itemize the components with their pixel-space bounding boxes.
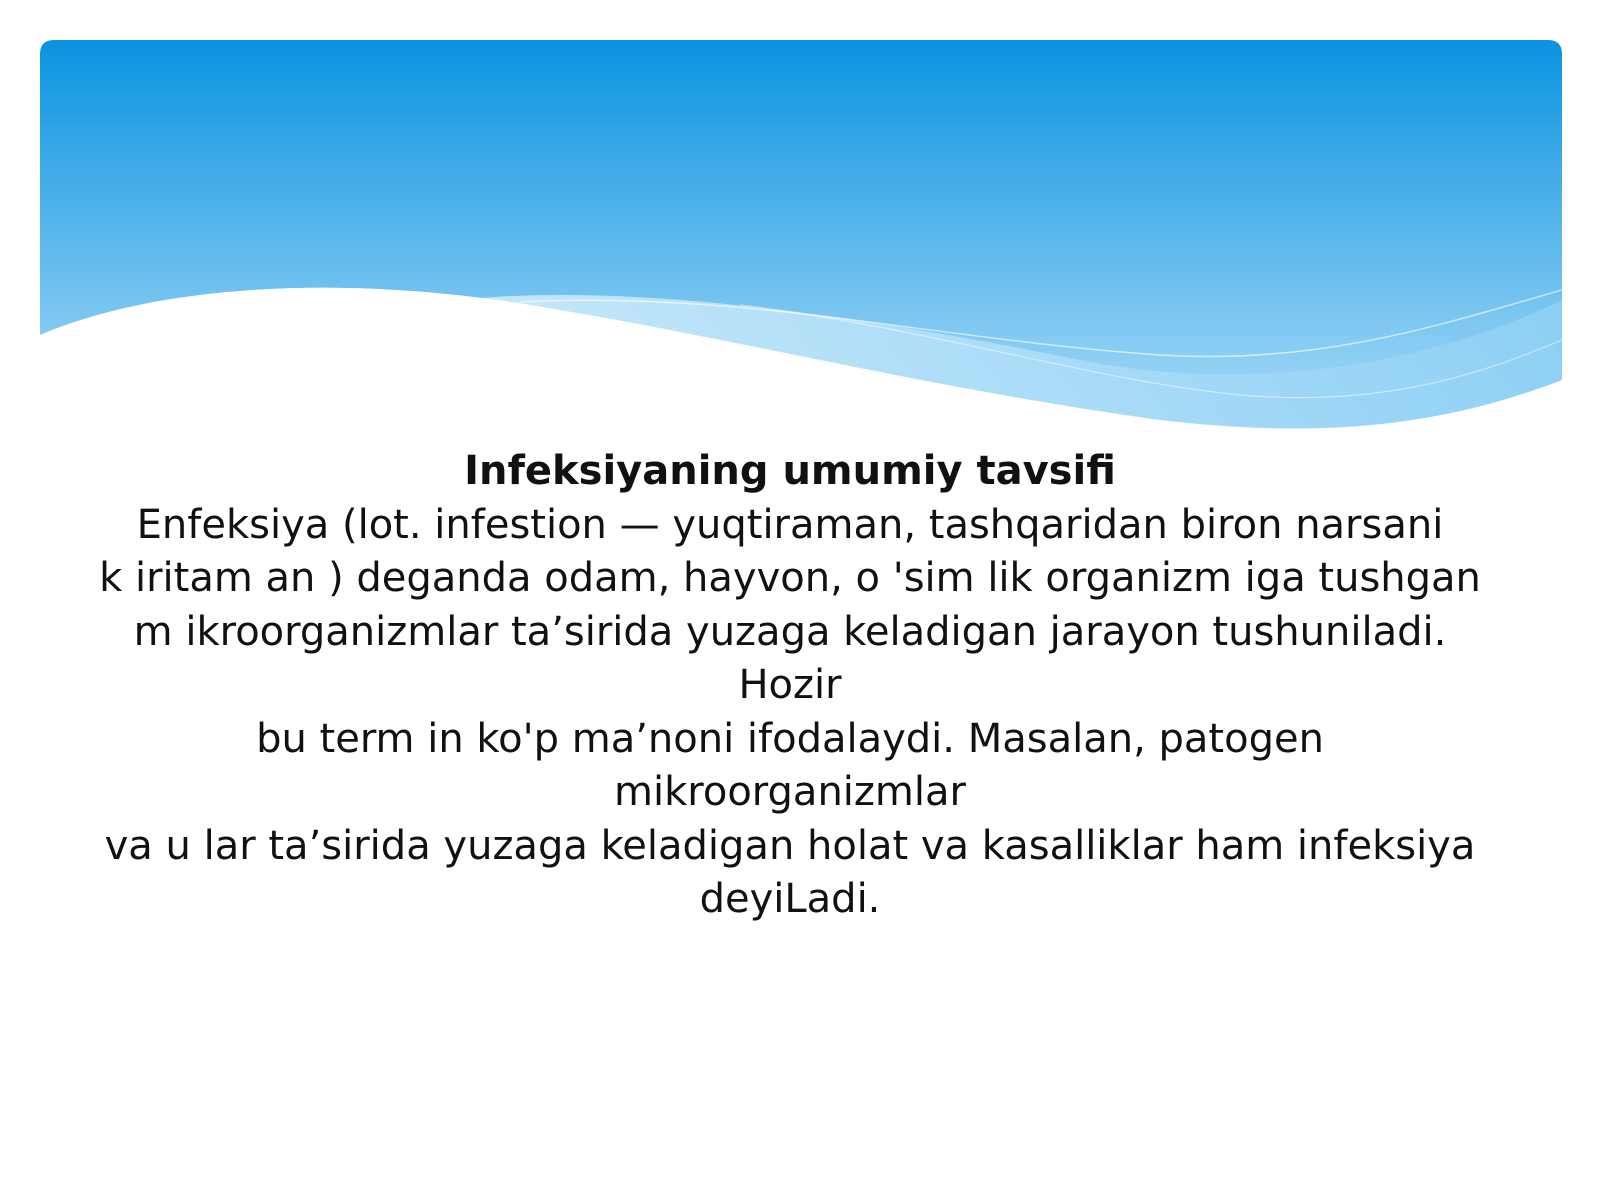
slide-text-block bbox=[60, 445, 1520, 927]
body-line-6: mikroorganizmlar bbox=[614, 769, 966, 815]
body-line-3: m ikroorganizmlar ta’sirida yuzaga keladigan jarayon tushuniladi. bbox=[133, 608, 1447, 655]
header-wave-decoration bbox=[40, 40, 1562, 450]
slide-title: Infeksiyaning umumiy tavsifi bbox=[464, 448, 1116, 494]
body-line-4: Hozir bbox=[738, 662, 842, 708]
body-line-8: deyiLadi. bbox=[699, 876, 881, 922]
body-line-1: Enfeksiya (lot. infestion — yuqtiraman, tashqaridan biron narsani bbox=[136, 501, 1444, 548]
body-line-7: va u lar ta’sirida yuzaga keladigan holat va kasalliklar ham infeksiya bbox=[104, 822, 1476, 869]
body-line-5: bu term in ko'p ma’noni ifodalaydi. Masalan, patogen bbox=[256, 715, 1324, 762]
body-line-2: k iritam an ) deganda odam, hayvon, o 'sim lik organizm iga tushgan bbox=[99, 555, 1481, 601]
